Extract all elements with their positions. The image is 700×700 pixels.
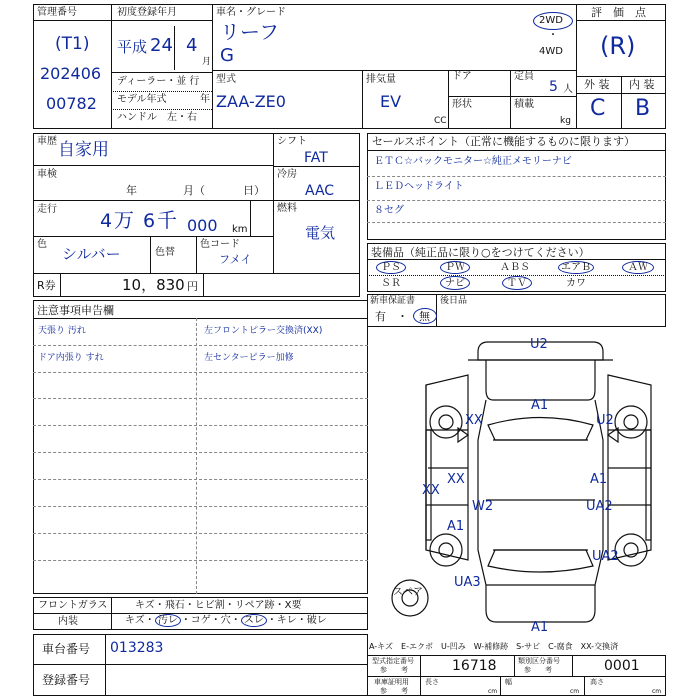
load-unit: kg (560, 116, 571, 126)
fuel-value: 電気 (305, 224, 336, 242)
damage-mark: A1 (531, 620, 549, 635)
damage-mark: XX (422, 483, 440, 498)
class-sub: 参 考 (524, 666, 552, 674)
kanri-value-2: 202406 (40, 64, 102, 83)
year-value: 24 (150, 35, 173, 56)
load-label: 積載 (514, 99, 534, 110)
color-value: シルバー (62, 245, 121, 263)
length-label: 長さ (425, 678, 439, 686)
door-label: ドア (452, 71, 472, 82)
name-label: 車名・グレード (216, 7, 286, 18)
note-right-1: 左フロントピラー交換済(XX) (204, 326, 323, 336)
exterior-label: 外 装 (584, 78, 610, 91)
shaken-year: 年 (126, 184, 137, 197)
damage-mark: XX (447, 472, 465, 487)
mileage-man-unit: 万 (114, 208, 134, 232)
mileage-sen-unit: 千 (157, 208, 177, 232)
history-value: 自家用 (58, 140, 109, 160)
capacity-unit: 人 (563, 84, 573, 95)
dealer-label: ディーラー・並 行 (117, 76, 200, 87)
mileage-rest: 000 (187, 216, 218, 235)
damage-mark: UA3 (454, 575, 481, 590)
damage-mark: A1 (531, 398, 549, 413)
chassis-label: 車台番号 (42, 642, 91, 656)
warranty-selected: 無 (419, 310, 430, 323)
interior-stain-circled: 汚レ (155, 614, 181, 627)
month-value: 4 (186, 35, 198, 56)
equip-sr: ＳＲ (381, 278, 401, 289)
color-label: 色 (37, 239, 47, 250)
damage-legend: A-キズ E-エクボ U-凹み W-補修跡 S-サビ C-腐食 XX-交換済 (369, 642, 619, 651)
kanri-label: 管理番号 (37, 7, 77, 18)
sales-point-3: ８セグ (374, 205, 404, 216)
drive-2wd: 2WD (539, 15, 563, 26)
glass-items: キズ・飛石・ヒビ割・リペア跡・X要 (135, 600, 302, 611)
shift-label: シフト (277, 136, 307, 147)
equip-tv: ＴＶ (507, 278, 527, 289)
class-label: 類別区分番号 (518, 657, 560, 665)
note-right-2: 左センターピラー加修 (204, 353, 294, 363)
cooler-label: 冷房 (277, 169, 297, 180)
interior-label: 内 装 (629, 78, 655, 91)
equip-navi: ナビ (445, 278, 465, 289)
shaken-month: 月（ (183, 184, 205, 197)
interior-cond-items: キズ・ 汚レ ・コゲ・穴・ スレ ・キレ・破レ (125, 615, 327, 626)
model-label: 型式 (216, 74, 236, 85)
cooler-value: AAC (305, 183, 335, 199)
recycle-unit: 円 (187, 280, 198, 293)
spare-label: スペア (393, 587, 423, 598)
model-year-unit: 年 (200, 94, 210, 105)
sales-point-2: ＬＥＤヘッドライト (374, 181, 464, 192)
month-unit: 月 (202, 57, 212, 67)
kanri-value-3: 00782 (46, 94, 97, 113)
drive-4wd: 4WD (539, 46, 563, 57)
mileage-unit: km (232, 224, 248, 235)
era-value: 平成 (117, 38, 148, 56)
history-label: 車歴 (37, 136, 57, 147)
reg-label: 登録番号 (42, 673, 91, 687)
chassis-value: 013283 (110, 640, 164, 656)
shaken-label: 車検 (37, 169, 57, 180)
shaken-day: 日） (243, 184, 265, 197)
equip-aw: ＡＷ (628, 262, 648, 273)
kanri-value-1: (T1) (55, 34, 90, 54)
shape-label: 形状 (452, 99, 472, 110)
shift-value: FAT (304, 150, 328, 166)
equip-abs: ＡＢＳ (500, 262, 530, 273)
interior-scuff-circled: スレ (241, 614, 267, 627)
interior-cond-label: 内装 (58, 616, 78, 627)
displacement-value: EV (380, 92, 402, 111)
handle-label: ハンドル 左・右 (117, 112, 197, 123)
mileage-man: 4 (100, 210, 113, 232)
equip-leather: カワ (566, 278, 586, 289)
notes-label: 注意事項申告欄 (37, 304, 114, 317)
exterior-value: C (590, 96, 606, 121)
type-cert-label: 型式指定番号 (372, 657, 414, 665)
model-value: ZAA-ZE0 (216, 92, 286, 111)
recycle-label: R券 (37, 279, 56, 292)
equip-airbag: エアＢ (561, 262, 591, 273)
equipment-label: 装備品（純正品に限り○をつけてください） (371, 246, 590, 259)
damage-mark: U2 (530, 337, 548, 352)
color-code-label: 色コード (200, 239, 240, 250)
type-cert-sub: 参 考 (380, 666, 408, 674)
arrival-label: 後日品 (440, 296, 468, 306)
recycle-value: 10，830 (122, 276, 185, 294)
color-change-label: 色替 (155, 247, 175, 258)
mileage-label: 走行 (37, 204, 57, 215)
car-name-value: リーフ (220, 20, 279, 44)
warranty-label: 新車保証書 (370, 296, 416, 306)
interior-value: B (635, 96, 651, 121)
shodo-label: 初度登録年月 (117, 7, 177, 18)
cc-unit: CC (434, 116, 447, 126)
damage-mark: XX (465, 413, 483, 428)
warranty-options: 有 ・ (375, 310, 408, 323)
capacity-label: 定員 (514, 71, 534, 82)
height-unit: cm (652, 688, 662, 695)
width-label: 幅 (505, 678, 512, 686)
damage-mark: UA2 (592, 549, 619, 564)
drive-dot: ・ (548, 30, 558, 41)
damage-mark: UA2 (586, 499, 613, 514)
glass-label: フロントガラス (38, 600, 108, 611)
mileage-sen: 6 (143, 210, 156, 232)
type-cert-value: 16718 (452, 658, 497, 674)
equip-ps: ＰＳ (381, 262, 401, 273)
sales-point-1: ＥＴＣ☆バックモニター☆純正メモリーナビ (374, 156, 572, 167)
cert-label: 車庫証明用 (374, 678, 409, 686)
capacity-value: 5 (549, 79, 558, 95)
damage-mark: U2 (596, 413, 614, 428)
damage-mark: A1 (447, 519, 465, 534)
class-value: 0001 (604, 658, 640, 674)
equip-pw: ＰＷ (445, 262, 465, 273)
note-left-2: ドア内張り すれ (38, 353, 104, 363)
note-left-1: 天張り 汚れ (38, 326, 86, 336)
grade-label: 評 価 点 (591, 6, 646, 19)
width-unit: cm (570, 688, 580, 695)
height-label: 高さ (590, 678, 604, 686)
color-code-value: フメイ (219, 253, 252, 266)
fuel-label: 燃料 (277, 203, 297, 214)
damage-mark: A1 (590, 472, 608, 487)
sales-points-label: セールスポイント（正常に機能するものに限ります） (372, 135, 636, 148)
model-year-label: モデル年式 (117, 94, 167, 105)
length-unit: cm (488, 688, 498, 695)
score-value: (R) (600, 32, 636, 60)
displacement-label: 排気量 (366, 74, 396, 85)
cert-sub: 参 考 (380, 687, 408, 695)
damage-mark: W2 (472, 499, 494, 514)
grade-value: G (220, 45, 234, 66)
